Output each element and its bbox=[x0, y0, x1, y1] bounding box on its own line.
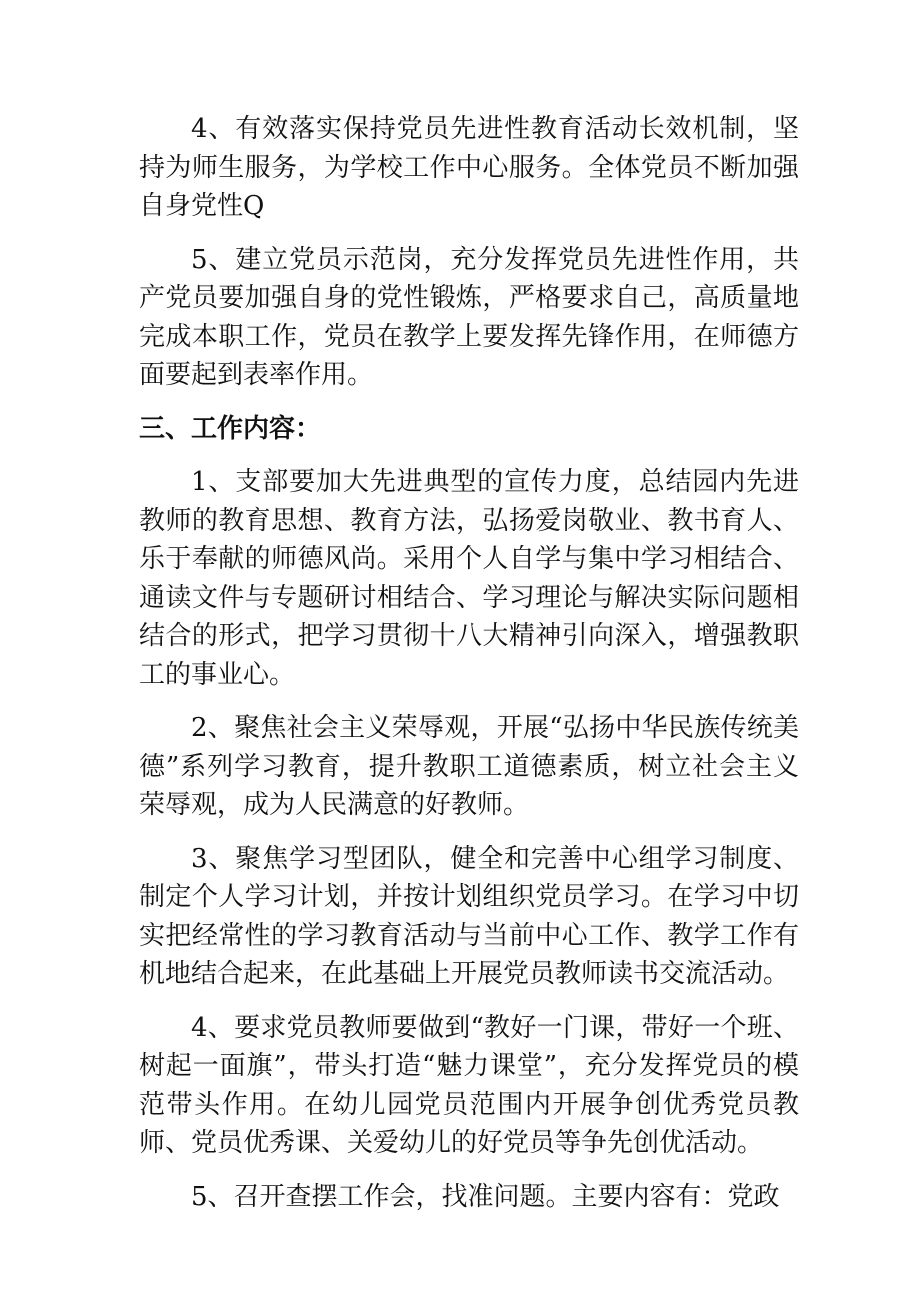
work-content-item-4: 4、要求党员教师要做到“教好一门课，带好一个班、树起一面旗”，带头打造“魅力课堂”，充分发挥党员的模范带头作用。在幼儿园党员范围内开展争创优秀党员教师、党员优秀课、关爱幼儿的好党员等争先创优活动。 bbox=[139, 1012, 799, 1158]
paragraph-item-4: 4、有效落实保持党员先进性教育活动长效机制，坚持为师生服务，为学校工作中心服务。全体党员不断加强自身党性Q bbox=[139, 114, 799, 221]
section-heading: 三、工作内容： bbox=[139, 413, 322, 444]
work-content-item-1: 1、支部要加大先进典型的宣传力度，总结园内先进教师的教育思想、教育方法，弘扬爱岗敬业、教书育人、乐于奉献的师德风尚。采用个人自学与集中学习相结合、通读文件与专题研讨相结合、学习理论与解决实际问题相结合的形式，把学习贯彻十八大精神引向深入，增强教职工的事业心。 bbox=[139, 467, 799, 690]
paragraph-item-5: 5、建立党员示范岗，充分发挥党员先进性作用，共产党员要加强自身的党性锻炼，严格要求自己，高质量地完成本职工作，党员在教学上要发挥先锋作用，在师德方面要起到表率作用。 bbox=[139, 244, 799, 390]
work-content-item-3: 3、聚焦学习型团队，健全和完善中心组学习制度、制定个人学习计划，并按计划组织党员学习。在学习中切实把经常性的学习教育活动与当前中心工作、教学工作有机地结合起来，在此基础上开展党员教师读书交流活动。 bbox=[139, 843, 799, 989]
document-body bbox=[139, 110, 799, 1231]
work-content-item-2: 2、聚焦社会主义荣辱观，开展“弘扬中华民族传统美德”系列学习教育，提升教职工道德素质，树立社会主义荣辱观，成为人民满意的好教师。 bbox=[139, 713, 799, 820]
work-content-item-5: 5、召开查摆工作会，找准问题。主要内容有：党政 bbox=[191, 1181, 780, 1212]
